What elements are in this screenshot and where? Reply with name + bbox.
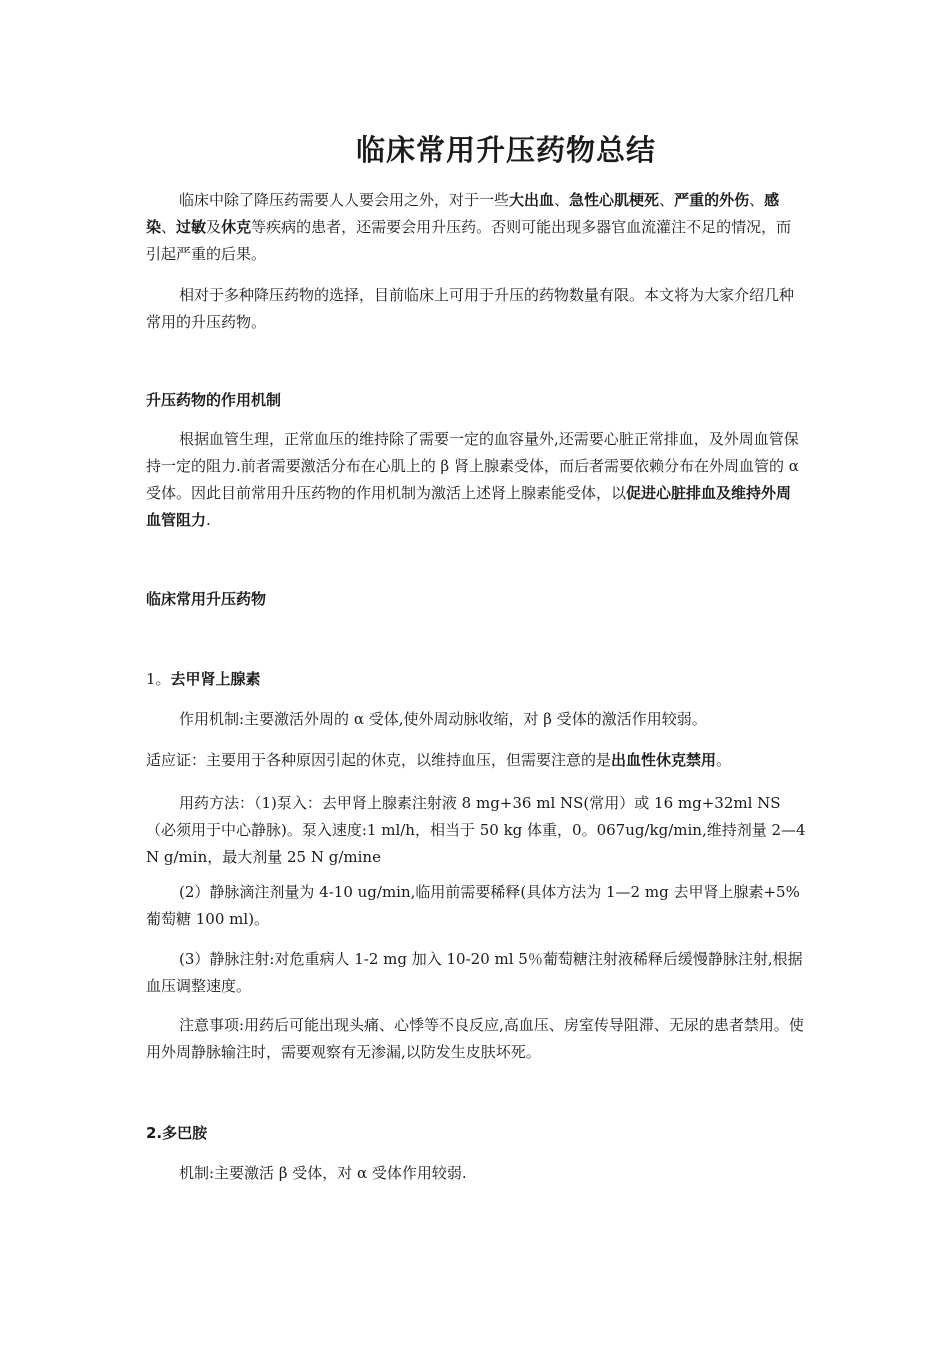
drug1-caution: 注意事项:用药后可能出现头痛、心悸等不良反应,高血压、房室传导阻滞、无尿的患者禁用。使用外周静脉输注时，需要观察有无渗漏,以防发生皮肤坏死。	[146, 1016, 804, 1061]
drug1-usage-1: 用药方法：（1)泵入：去甲肾上腺素注射液 8 mg+36 ml NS(常用）或 16 mg+32ml NS（必须用于中心静脉)。泵入速度:1 ml/h，相当于 50 kg 体重，0。067ug/kg/min,维持剂量 2—4 N g/min，最大剂量 25 N g/mine	[146, 794, 806, 866]
intro-paragraph-2: 相对于多种降压药物的选择，目前临床上可用于升压的药物数量有限。本文将为大家介绍几种常用的升压药物。	[146, 286, 795, 331]
drug1-heading: 1。去甲肾上腺素	[146, 670, 261, 688]
intro-paragraph-1: 临床中除了降压药需要人人要会用之外，对于一些大出血、急性心肌梗死、严重的外伤、感染、过敏及休克等疾病的患者，还需要会用升压药。否则可能出现多器官血流灌注不足的情况，而引起严重的后果。	[146, 191, 792, 263]
section-heading-drugs: 临床常用升压药物	[146, 590, 267, 608]
section-heading-mechanism: 升压药物的作用机制	[146, 391, 282, 409]
drug1-indication: 适应证：主要用于各种原因引起的休克，以维持血压，但需要注意的是出血性休克禁用。	[146, 751, 732, 769]
drug1-mechanism: 作用机制:主要激活外周的 α 受体,使外周动脉收缩，对 β 受体的激活作用较弱。	[179, 710, 707, 728]
page-title: 临床常用升压药物总结	[355, 133, 656, 167]
drug2-mechanism: 机制:主要激活 β 受体，对 α 受体作用较弱.	[179, 1164, 467, 1182]
mechanism-paragraph: 根据血管生理，正常血压的维持除了需要一定的血容量外,还需要心脏正常排血，及外周血管保持一定的阻力.前者需要激活分布在心肌上的 β 肾上腺素受体，而后者需要依赖分布在外周血管的 α 受体。因此目前常用升压药物的作用机制为激活上述肾上腺素能受体，以促进心脏排血及维持外周血管阻力.	[146, 430, 799, 529]
drug1-usage-2: (2）静脉滴注剂量为 4-10 ug/min,临用前需要稀释(具体方法为 1—2 mg 去甲肾上腺素+5%葡萄糖 100 ml)。	[146, 883, 800, 928]
drug1-usage-3: (3）静脉注射:对危重病人 1-2 mg 加入 10-20 ml 5％葡萄糖注射液稀释后缓慢静脉注射,根据血压调整速度。	[146, 950, 803, 995]
drug2-heading: 2.多巴胺	[146, 1124, 208, 1142]
